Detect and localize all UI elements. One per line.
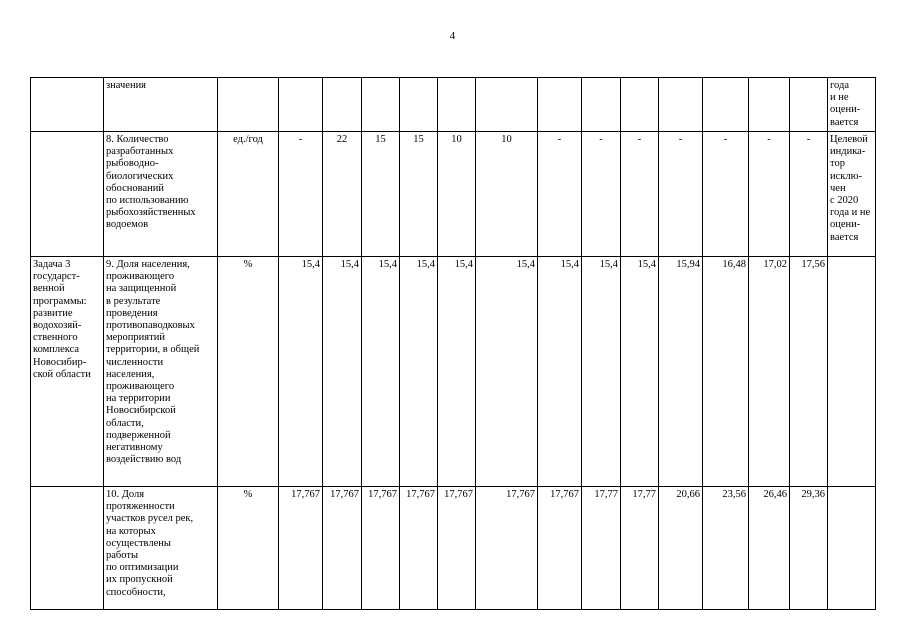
value-cell [323,78,362,132]
note-cell [828,257,876,487]
value-cell: 17,767 [438,487,476,610]
value-cell: 17,767 [538,487,582,610]
value-cell: 15,4 [476,257,538,487]
value-cell: 15,4 [323,257,362,487]
value-cell: - [659,132,703,257]
value-cell: 22 [323,132,362,257]
value-cell [703,78,749,132]
value-cell: 15,4 [279,257,323,487]
value-cell [749,78,790,132]
value-cell: 15,4 [438,257,476,487]
value-cell: - [279,132,323,257]
value-cell: 15,4 [621,257,659,487]
table-row [31,78,876,132]
unit-cell: ед./год [218,132,279,257]
task-cell [31,487,104,610]
indicator-cell: значения [104,78,218,132]
value-cell: 17,767 [323,487,362,610]
value-cell: - [749,132,790,257]
value-cell [790,78,828,132]
value-cell: 17,767 [400,487,438,610]
value-cell: - [703,132,749,257]
value-cell [582,78,621,132]
value-cell [621,78,659,132]
indicator-cell: 10. Доля протяженности участков русел рек, на которых осуществлены работы по оптимизации их пропускной способности, [104,487,218,610]
value-cell: 16,48 [703,257,749,487]
value-cell: 17,767 [362,487,400,610]
value-cell: 15,4 [362,257,400,487]
value-cell [279,78,323,132]
value-cell: 15,94 [659,257,703,487]
value-cell: - [790,132,828,257]
value-cell: - [538,132,582,257]
value-cell [538,78,582,132]
indicators-table [30,77,876,610]
value-cell [400,78,438,132]
table-row [31,487,876,610]
task-cell [31,132,104,257]
task-cell [31,78,104,132]
value-cell: 23,56 [703,487,749,610]
value-cell: 17,56 [790,257,828,487]
value-cell: 17,77 [621,487,659,610]
value-cell: 15,4 [538,257,582,487]
value-cell [659,78,703,132]
value-cell: 15,4 [400,257,438,487]
note-cell [828,487,876,610]
indicator-cell: 8. Количество разработанных рыбоводно- биологических обоснований по использованию рыбохозяйственных водоемов [104,132,218,257]
table-row [31,132,876,257]
value-cell: 10 [476,132,538,257]
value-cell: 17,02 [749,257,790,487]
unit-cell: % [218,257,279,487]
note-cell: Целевой индика- тор исклю- чен с 2020 года и не оцени- вается [828,132,876,257]
value-cell: 17,77 [582,487,621,610]
value-cell [362,78,400,132]
value-cell [476,78,538,132]
value-cell: 17,767 [279,487,323,610]
value-cell: 26,46 [749,487,790,610]
unit-cell: % [218,487,279,610]
value-cell: 15 [362,132,400,257]
value-cell: 15,4 [582,257,621,487]
indicator-cell: 9. Доля населения, проживающего на защищенной в результате проведения противопаводковых мероприятий территории, в общей численности населения, проживающего на территории Новосибирской области, подверженной негативному воздействию вод [104,257,218,487]
value-cell: 10 [438,132,476,257]
unit-cell [218,78,279,132]
value-cell: 17,767 [476,487,538,610]
value-cell: - [582,132,621,257]
value-cell: 20,66 [659,487,703,610]
value-cell: 29,36 [790,487,828,610]
value-cell: 15 [400,132,438,257]
note-cell: года и не оцени- вается [828,78,876,132]
table-row [31,257,876,487]
value-cell: - [621,132,659,257]
task-cell: Задача 3 государст- венной программы: развитие водохозяй- ственного комплекса Новосибир- ской области [31,257,104,487]
page-number: 4 [449,30,456,42]
value-cell [438,78,476,132]
